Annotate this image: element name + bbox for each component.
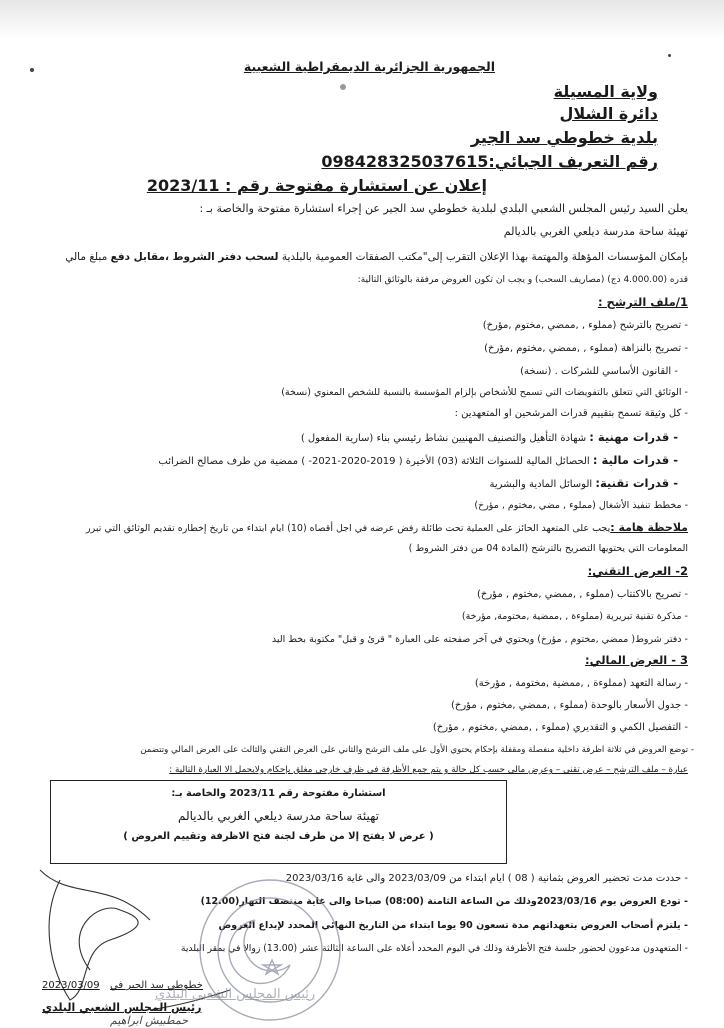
list-item: - مخطط تنفيذ الأشغال (مملوء , مضي ,مختوم , مؤرخ) xyxy=(474,500,688,511)
box-project: تهيئة ساحة مدرسة ديلعي الغربي بالديالم xyxy=(178,809,379,823)
daira-header: دائرة الشلال xyxy=(559,104,658,123)
list-item: - جدول الأسعار بالوحدة (مملوء , ,ممضي ,مختوم , مؤرخ) xyxy=(451,700,688,711)
capacity-label: - قدرات مهنية : xyxy=(589,430,678,444)
list-item: - الوثائق التي تتعلق بالتفويضات التي تسمح للأشخاص بإلزام المؤسسة بالنسبة للشخص المعنوي (نسخة) xyxy=(281,387,688,398)
note-line: المعلومات التي يحتويها التصريح بالترشح (المادة 04 من دفتر الشروط ) xyxy=(408,543,688,554)
closing-item: - يلتزم أصحاب العروض بتعهداتهم مدة تسعون 90 يوما ابتداء من التاريخ النهائي المحدد لإيداع العروض xyxy=(218,920,688,931)
capacity-item xyxy=(158,453,678,469)
scan-speck xyxy=(30,68,34,72)
intro-text: بإمكان المؤسسات المؤهلة والمهتمة بهذا الإعلان التقرب إلى"مكتب الصفقات العمومية بالبلدية xyxy=(278,251,688,263)
closing-item: - حددت مدت تحضير العروض بثمانية ( 08 ) ايام ابتداء من 2023/03/09 والى غاية 2023/03/16 xyxy=(285,873,688,884)
section-title: 1/ملف الترشح : xyxy=(597,295,688,309)
closing-item: - تودع العروض يوم 2023/03/16وذلك من الساعة الثامنة (08:00) صباحا والى غاية منتصف النهار(12.00) xyxy=(200,896,688,907)
signatory-name: حمطبيش ابراهيم xyxy=(110,1014,189,1027)
section-title: 2- العرض التقني: xyxy=(587,564,688,578)
signature-place: خطوطي سد الجير في xyxy=(110,980,203,991)
tax-id: رقم التعريف الجبائي:098428325037615 xyxy=(321,152,658,171)
scan-speck xyxy=(340,84,346,90)
stamp-role-text: رئيس المجلس الشعبي البلدي xyxy=(155,987,316,1002)
project-name: تهيئة ساحة مدرسة ديلعي الغربي بالديالم xyxy=(503,225,688,238)
list-item: - تصريح بالاكتتاب (مملوء , ,ممضي ,مختوم , مؤرخ) xyxy=(476,589,688,600)
list-item: - القانون الأساسي للشركات . (نسخة) xyxy=(520,366,678,377)
capacity-item xyxy=(301,430,678,446)
scan-shadow xyxy=(0,0,724,40)
capacity-label: - قدرات مالية : xyxy=(592,453,678,467)
intro-bold-text: لسحب دفتر الشروط ،مقابل دفع xyxy=(110,251,279,263)
list-item: - التفصيل الكمي و التقديري (مملوء , ,ممضي ,مختوم , مؤرخ) xyxy=(432,722,688,733)
capacity-text: الوسائل المادية والبشرية xyxy=(489,479,596,490)
page-title: إعلان عن استشارة مفتوحة رقم : 2023/11 xyxy=(146,176,487,195)
note-line xyxy=(86,521,688,536)
capacity-label: - قدرات تقنية: xyxy=(595,476,678,490)
intro-text: مبلغ مالي xyxy=(65,251,111,263)
box-line: استشارة مفتوحة رقم 2023/11 والخاصة بـ: xyxy=(171,788,386,799)
intro-line: يعلن السيد رئيس المجلس الشعبي البلدي لبلدية خطوطي سد الجير عن إجراء استشارة مفتوحة والخاصة بـ : xyxy=(199,202,688,215)
note-text: يجب على المتعهد الحائز على العملية تحت طائلة رفض عرضه في اجل أقصاه (10) ايام ابتداء من تاريخ إخطاره تقديم الوثائق التي تبرر xyxy=(86,523,611,534)
list-item: - كل وثيقة تسمح بتقييم قدرات المرشحين او المتعهدين : xyxy=(454,408,688,419)
closing-item: - المتعهدون مدعوون لحضور جلسة فتح الأظرفة وذلك في اليوم المحدد أعلاه على الساعة الثالثة عشر (13.00) زوالا في بمقر البلدية xyxy=(180,943,688,954)
list-item: - مذكرة تقنية تبريرية (مملوءة , ,ممضية ,مختومة, مؤرخة) xyxy=(461,611,688,622)
intro-line: قدره (4.000.00 دج) (مصاريف السحب) و يجب ان تكون العروض مرفقة بالوثائق التالية: xyxy=(357,275,688,285)
capacity-text: شهادة التأهيل والتصنيف المهنيين نشاط رئيسي بناء (سارية المفعول ) xyxy=(300,433,590,444)
note-label: ملاحظة هامة : xyxy=(610,521,688,534)
list-item: - رسالة التعهد (مملوءة , ,ممضية ,مختومة , مؤرخة) xyxy=(474,678,688,689)
box-note: ( عرض لا يفتح إلا من طرف لجنة فتح الاظرفة وتقييم العروض ) xyxy=(123,831,434,842)
list-item: - دفتر شروط( ممضي ,مختوم , مؤرخ) ويحتوي في آخر صفحته على العبارة " قرئ و قبل" مكتوبة بخط اليد xyxy=(271,634,688,645)
envelope-line: عبارة – ملف الترشح – عرض تقني – وعرض مالي حسب كل حالة و يتم جمع الأظرفة في ظرف خارجي مغلق بإحكام ولايحمل الا العبارة التالية : xyxy=(169,765,688,775)
list-item: - تصريح بالنزاهة (مملوء , ,ممضي ,مختوم ,مؤرخ) xyxy=(484,343,688,354)
scan-speck xyxy=(668,54,671,57)
list-item: - تصريح بالترشح (مملوء , ,ممضي ,مختوم ,مؤرخ) xyxy=(482,320,688,331)
signatory-role: رئيس المجلس الشعبي البلدي xyxy=(42,1001,202,1014)
capacity-item xyxy=(490,476,678,492)
signature-date: 2023/03/09 xyxy=(42,980,100,991)
commune-header: بلدية خطوطي سد الجير xyxy=(470,128,658,147)
envelope-line: - توضع العروض في ثلاثة اظرفة داخلية منفصلة ومقفلة بإحكام يحتوي الأول على ملف الترشح والثاني على العرض التقني والثالث على العرض المالي وتتضمن xyxy=(140,745,694,755)
republic-header: الجمهورية الجزائرية الديمقراطية الشعبية xyxy=(243,59,495,74)
section-title: 3 - العرض المالي: xyxy=(584,653,688,667)
wilaya-header: ولاية المسيلة xyxy=(553,82,658,101)
intro-line xyxy=(65,250,688,264)
capacity-text: الحصائل المالية للسنوات الثلاثة (03) الأخيرة ( 2019-2020-2021- ) ممضية من طرف مصالح الضرائب xyxy=(158,456,593,467)
